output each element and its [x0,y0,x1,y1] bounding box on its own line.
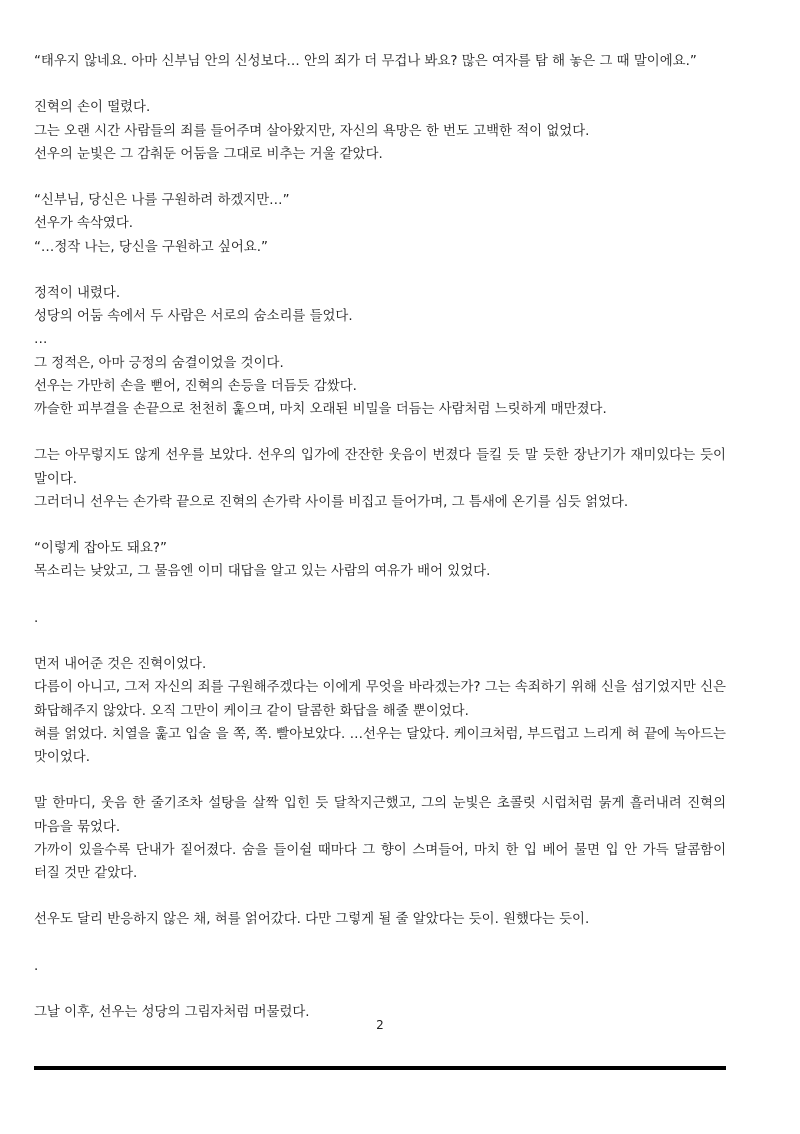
paragraph: 그 정적은, 아마 긍정의 숨결이었을 것이다. [34,355,284,371]
blank-line [34,73,726,96]
blank-line [34,885,726,908]
paragraph: 선우는 가만히 손을 뻗어, 진혁의 손등을 더듬듯 감쌌다. [34,378,357,394]
paragraph: 정적이 내렸다. [34,285,121,301]
blank-line [34,932,726,955]
paragraph: 그러더니 선우는 손가락 끝으로 진혁의 손가락 사이를 비집고 들어가며, 그 틈새에 온기를 심듯 얽었다. [34,494,629,510]
paragraph: … [34,332,48,348]
blank-line [34,978,726,1001]
paragraph: 그는 아무렇지도 않게 선우를 보았다. 선우의 입가에 잔잔한 웃음이 번졌다 들킬 듯 말 듯한 장난기가 재미있다는 듯이 말이다. [34,448,726,487]
paragraph: “…정작 나는, 당신을 구원하고 싶어요.” [34,239,268,255]
blank-line [34,259,726,282]
body-text [34,50,726,1024]
paragraph: 먼저 내어준 것은 진혁이었다. [34,657,207,673]
paragraph: 그는 오랜 시간 사람들의 죄를 들어주며 살아왔지만, 자신의 욕망은 한 번도 고백한 적이 없었다. [34,123,590,139]
paragraph: 까슬한 피부결을 손끝으로 천천히 훑으며, 마치 오래된 비밀을 더듬는 사람처럼 느릿하게 매만졌다. [34,402,607,417]
blank-line [34,769,726,792]
paragraph: 성당의 어둠 속에서 두 사람은 서로의 숨소리를 들었다. [34,309,353,325]
paragraph: 말 한마디, 웃음 한 줄기조차 설탕을 살짝 입힌 듯 달착지근했고, 그의 눈빛은 초콜릿 시럽처럼 묽게 흘러내려 진혁의 마음을 묶었다. [34,796,726,835]
paragraph: 그날 이후, 선우는 성당의 그림자처럼 머물렀다. [34,1005,310,1021]
section-dot: . [34,958,39,974]
paragraph: 선우의 눈빛은 그 감춰둔 어둠을 그대로 비추는 거울 같았다. [34,146,383,162]
paragraph: 혀를 얽었다. 치열을 훑고 입술 을 쪽, 쪽. 빨아보았다. …선우는 달았다. 케이크처럼, 부드럽고 느리게 혀 끝에 녹아드는 맛이었다. [34,726,726,765]
page-number: 2 [376,1018,384,1032]
paragraph: “이렇게 잡아도 돼요?” [34,541,167,557]
paragraph: 목소리는 낮았고, 그 물음엔 이미 대답을 알고 있는 사람의 여유가 배어 있었다. [34,564,491,580]
blank-line [34,514,726,537]
paragraph: 진혁의 손이 떨렸다. [34,100,151,116]
paragraph: 선우가 속삭였다. [34,216,134,232]
blank-line [34,584,726,607]
blank-line [34,166,726,189]
paragraph: 가까이 있을수록 단내가 짙어졌다. 숨을 들이쉴 때마다 그 향이 스며들어, 마치 한 입 베어 물면 입 안 가득 달콤함이 터질 것만 같았다. [34,842,726,881]
blank-line [34,421,726,444]
paragraph: 선우도 달리 반응하지 않은 채, 혀를 얽어갔다. 다만 그렇게 될 줄 알았다는 듯이. 원했다는 듯이. [34,912,590,928]
paragraph: “태우지 않네요. 아마 신부님 안의 신성보다… 안의 죄가 더 무겁나 봐요? 많은 여자를 탐 해 놓은 그 때 말이에요.” [34,54,697,69]
paragraph: 다름이 아니고, 그저 자신의 죄를 구원해주겠다는 이에게 무엇을 바라겠는가? 그는 속죄하기 위해 신을 섬기었지만 신은 화답해주지 않았다. 오직 그만이 케이크 같이 달콤한 화답을 해줄 뿐이었다. [34,680,726,719]
footer-rule [34,1066,726,1070]
paragraph: “신부님, 당신은 나를 구원하려 하겠지만…” [34,193,290,209]
section-dot: . [34,610,39,626]
blank-line [34,630,726,653]
